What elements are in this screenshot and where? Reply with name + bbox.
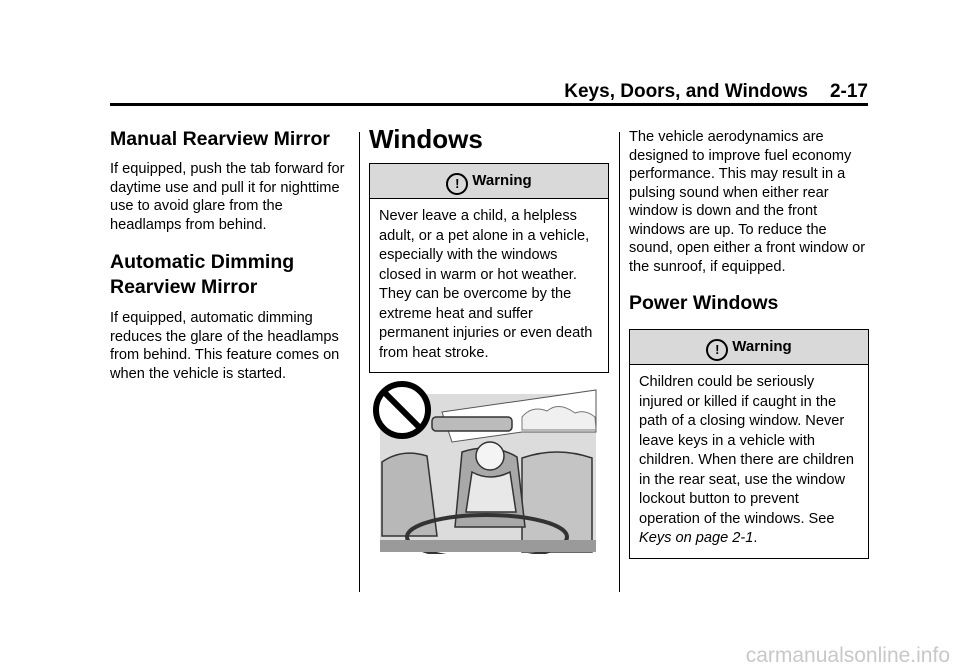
warning-header xyxy=(370,164,608,199)
column-middle xyxy=(369,122,609,373)
auto-dimming-heading xyxy=(110,250,350,300)
keys-page-reference-link[interactable]: Keys on page 2-1 xyxy=(639,530,754,546)
warning-icon: ! xyxy=(446,173,468,195)
column-left xyxy=(110,122,350,383)
section-title: Keys, Doors, and Windows xyxy=(564,81,808,102)
child-head xyxy=(476,442,504,470)
auto-dimming-heading-line1: Automatic Dimming xyxy=(110,251,295,273)
warning-text: Never leave a child, a helpless adult, or a pet alone in a vehicle, especially with the windows closed in warm or hot weather. They can be overcome by the extreme heat and suffer permanent injuries or even death from heat stroke. xyxy=(379,208,593,361)
warning-box xyxy=(629,329,869,559)
column-divider xyxy=(619,132,620,592)
auto-dimming-heading-line2: Rearview Mirror xyxy=(110,276,258,298)
column-divider xyxy=(359,132,360,592)
warning-body-text: Children could be seriously injured or killed if caught in the path of a closing window. Never leave keys in a vehicle with children. When there are children in the rear seat, use the window lockout button to prevent operation of the windows. See xyxy=(639,374,854,527)
windows-heading: Windows xyxy=(369,124,483,154)
rearview-mirror xyxy=(432,417,512,431)
child-in-car-illustration xyxy=(372,372,598,554)
page-number: 2-17 xyxy=(829,81,868,102)
child-body xyxy=(466,472,516,512)
manual-mirror-text: If equipped, push the tab forward for daytime use and pull it for nighttime use to avoid glare from the headlamps from behind. xyxy=(110,161,345,233)
column-right xyxy=(629,122,869,559)
warning-header xyxy=(630,330,868,365)
manual-mirror-heading: Manual Rearview Mirror xyxy=(110,128,330,150)
auto-dimming-text: If equipped, automatic dimming reduces the glare of the headlamps from behind. This feature comes on when the vehicle is started. xyxy=(110,310,340,382)
aerodynamics-text: The vehicle aerodynamics are designed to improve fuel economy performance. This may result in a pulsing sound when either rear window is down and the front windows are up. To reduce the sound, open either a front window or the sunroof, if equipped. xyxy=(629,129,866,275)
warning-end: . xyxy=(753,530,758,546)
warning-title: Warning xyxy=(472,172,532,189)
warning-box xyxy=(369,163,609,373)
watermark: carmanualsonline.info xyxy=(745,644,950,667)
dashboard xyxy=(380,540,596,552)
front-seat-right xyxy=(522,452,592,552)
warning-title: Warning xyxy=(732,338,792,355)
power-windows-heading: Power Windows xyxy=(629,292,779,314)
warning-icon: ! xyxy=(706,339,728,361)
warning-text xyxy=(630,365,868,558)
header-rule xyxy=(110,103,868,106)
page-header xyxy=(110,80,868,104)
